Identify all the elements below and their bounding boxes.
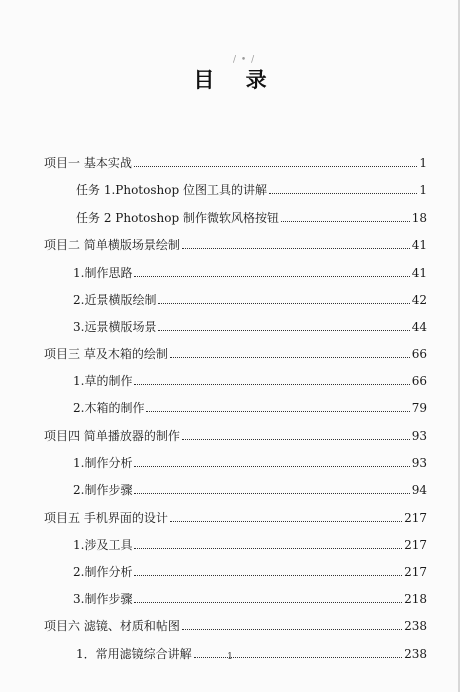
toc-entry-page: 79 [411, 401, 427, 415]
toc-entry[interactable] [44, 613, 427, 633]
dot-leader [134, 384, 409, 385]
dot-leader [182, 629, 402, 630]
toc-entry-label: 2.木箱的制作 [73, 401, 145, 415]
toc-entry-label: 项目三 草及木箱的绘制 [44, 347, 168, 361]
toc-entry-label: 1.制作分析 [73, 456, 133, 470]
toc-entry[interactable] [44, 150, 427, 170]
dot-leader [134, 575, 402, 576]
toc-entry-label: 1.涉及工具 [73, 538, 133, 552]
dot-leader [134, 276, 409, 277]
toc-entry-page: 18 [411, 211, 427, 225]
dot-leader [134, 166, 418, 167]
toc-entry-label: 3.远景横版场景 [73, 320, 157, 334]
toc-entry-page: 217 [404, 565, 427, 579]
dot-leader [158, 303, 409, 304]
dot-leader [134, 548, 402, 549]
toc-entry[interactable] [73, 368, 427, 388]
toc-entry-page: 42 [411, 293, 427, 307]
toc-entry-page: 44 [411, 320, 427, 334]
dot-leader [182, 439, 410, 440]
toc-entry-label: 项目四 简单播放器的制作 [44, 429, 180, 443]
toc-entry-page: 238 [404, 647, 427, 661]
toc-entry-label: 项目五 手机界面的设计 [44, 511, 168, 525]
toc-entry[interactable] [73, 532, 427, 552]
toc-entry[interactable] [73, 260, 427, 280]
scan-smudge: / • / [233, 55, 256, 65]
toc-entry-label: 1.草的制作 [73, 374, 133, 388]
toc-entry-page: 66 [411, 374, 427, 388]
toc-entry[interactable] [73, 395, 427, 415]
dot-leader [134, 493, 409, 494]
dot-leader [134, 466, 409, 467]
toc-entry[interactable] [73, 314, 427, 334]
toc-entry-label: 1.制作思路 [73, 266, 133, 280]
dot-leader [170, 357, 410, 358]
toc-entry-label: 1．常用滤镜综合讲解 [76, 647, 192, 661]
toc-entry-page: 66 [411, 347, 427, 361]
toc-entry-label: 项目一 基本实战 [44, 156, 132, 170]
toc-entry-page: 93 [411, 456, 427, 470]
toc-entry-page: 94 [411, 483, 427, 497]
dot-leader [134, 602, 402, 603]
toc-entry[interactable] [76, 205, 427, 225]
toc-entry[interactable] [73, 287, 427, 307]
toc-entry[interactable] [44, 341, 427, 361]
toc-entry-page: 217 [404, 538, 427, 552]
dot-leader [182, 248, 410, 249]
toc-entry[interactable] [44, 232, 427, 252]
toc-entry-page: 41 [411, 238, 427, 252]
toc-entry[interactable] [73, 477, 427, 497]
toc-entry-label: 2.近景横版绘制 [73, 293, 157, 307]
toc-entry-label: 任务 2 Photoshop 制作微软风格按钮 [76, 211, 279, 225]
dot-leader [170, 521, 402, 522]
toc-entry-page: 41 [411, 266, 427, 280]
toc-entry[interactable] [76, 177, 427, 197]
page-title: 目 录 [193, 68, 279, 92]
toc-entry[interactable] [44, 505, 427, 525]
toc-entry[interactable] [73, 586, 427, 606]
toc-entry-label: 2.制作分析 [73, 565, 133, 579]
toc-entry[interactable] [73, 450, 427, 470]
toc-entry-page: 217 [404, 511, 427, 525]
dot-leader [281, 221, 410, 222]
page-number: 1 [227, 652, 233, 662]
toc-entry-label: 任务 1.Photoshop 位图工具的讲解 [76, 183, 267, 197]
toc-entry-page: 1 [419, 156, 427, 170]
toc-entry-label: 项目六 滤镜、材质和帖图 [44, 619, 180, 633]
dot-leader [146, 411, 409, 412]
toc-entry-label: 2.制作步骤 [73, 483, 133, 497]
toc-entry-label: 3.制作步骤 [73, 592, 133, 606]
dot-leader [158, 330, 409, 331]
toc-entry-page: 218 [404, 592, 427, 606]
toc-entry[interactable] [44, 423, 427, 443]
toc-entry-label: 项目二 简单横版场景绘制 [44, 238, 180, 252]
toc-entry[interactable] [73, 559, 427, 579]
toc-entry-page: 238 [404, 619, 427, 633]
toc-entry-page: 93 [411, 429, 427, 443]
dot-leader [269, 193, 417, 194]
toc-entry-page: 1 [419, 183, 427, 197]
